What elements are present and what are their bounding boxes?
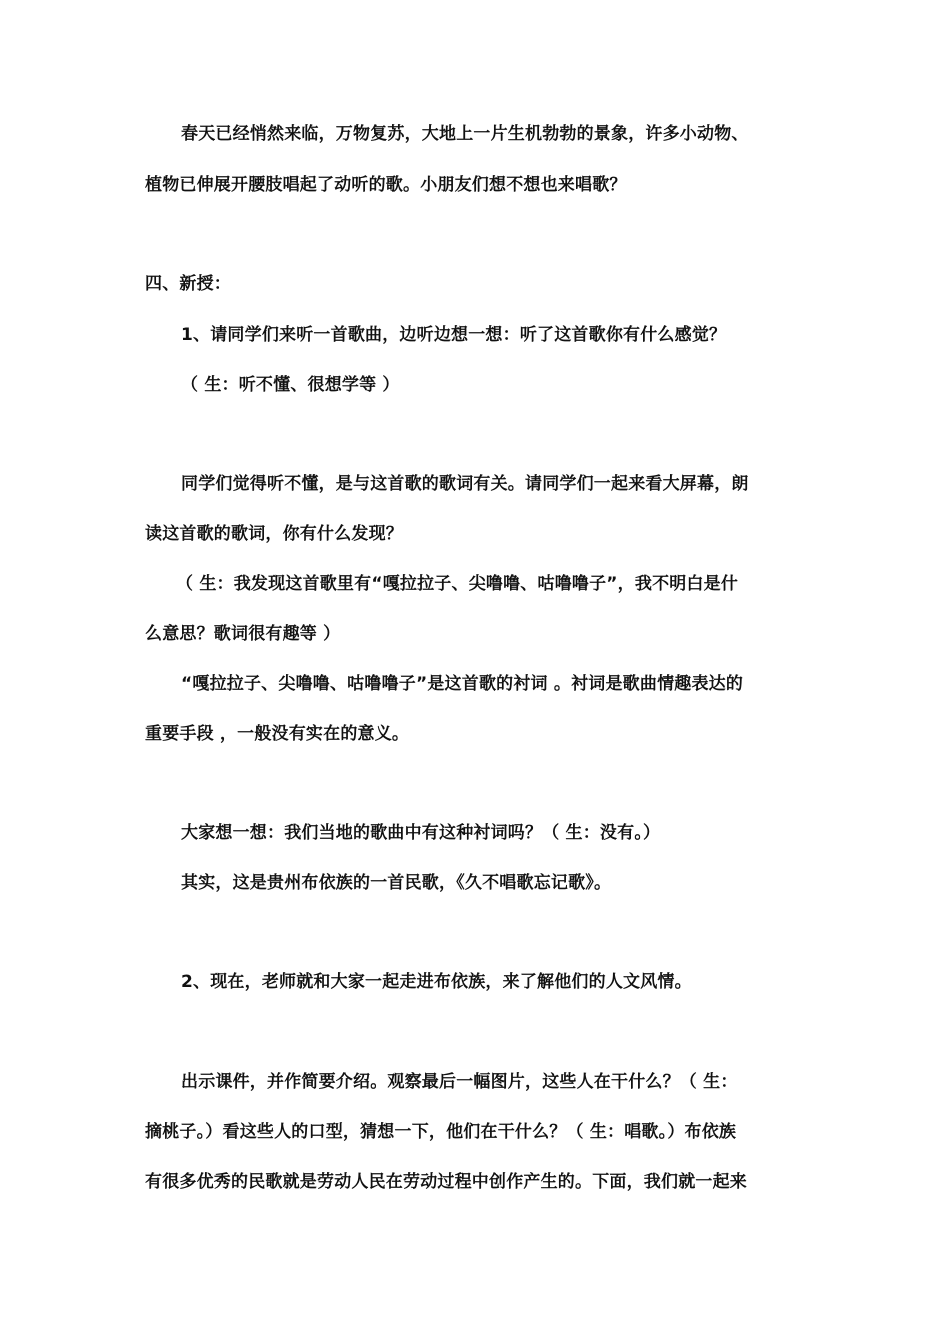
song-origin-note: 其实，这是贵州布依族的一首民歌，《久不唱歌忘记歌》。 xyxy=(181,873,612,893)
courseware-paragraph-line-3: 有很多优秀的民歌就是劳动人民在劳动过程中创作产生的。下面，我们就一起来 xyxy=(145,1172,747,1192)
intro-paragraph-line-2: 植物已伸展开腰肢唱起了动听的歌。小朋友们想不想也来唱歌？ xyxy=(145,175,627,195)
section-heading-new-lesson: 四、新授： xyxy=(145,274,231,294)
student-answer-2-line-1: （ 生：我发现这首歌里有“嘎拉拉子、尖噜噜、咕噜噜子”，我不明白是什 xyxy=(176,574,739,594)
vocable-paragraph-line-1: “嘎拉拉子、尖噜噜、咕噜噜子”是这首歌的衬词 。衬词是歌曲情趣表达的 xyxy=(181,674,744,694)
student-answer-2-line-2: 么意思？歌词很有趣等 ） xyxy=(145,624,341,644)
lyrics-paragraph-line-1: 同学们觉得听不懂，是与这首歌的歌词有关。请同学们一起来看大屏幕，朗 xyxy=(181,474,749,494)
intro-paragraph-line-1: 春天已经悄然来临，万物复苏，大地上一片生机勃勃的景象，许多小动物、 xyxy=(181,124,749,144)
local-song-question: 大家想一想：我们当地的歌曲中有这种衬词吗？（ 生：没有。） xyxy=(181,823,661,843)
question-1: 1、请同学们来听一首歌曲，边听边想一想：听了这首歌你有什么感觉？ xyxy=(181,325,727,345)
courseware-paragraph-line-2: 摘桃子。）看这些人的口型，猜想一下，他们在干什么？（ 生：唱歌。）布依族 xyxy=(145,1122,737,1142)
question-2: 2、现在，老师就和大家一起走进布依族，来了解他们的人文风情。 xyxy=(181,972,692,992)
courseware-paragraph-line-1: 出示课件，并作简要介绍。观察最后一幅图片，这些人在干什么？（ 生： xyxy=(181,1072,738,1092)
vocable-paragraph-line-2: 重要手段 ，一般没有实在的意义。 xyxy=(145,724,410,744)
lyrics-paragraph-line-2: 读这首歌的歌词，你有什么发现？ xyxy=(145,524,403,544)
student-answer-1: （ 生：听不懂、很想学等 ） xyxy=(181,375,400,395)
